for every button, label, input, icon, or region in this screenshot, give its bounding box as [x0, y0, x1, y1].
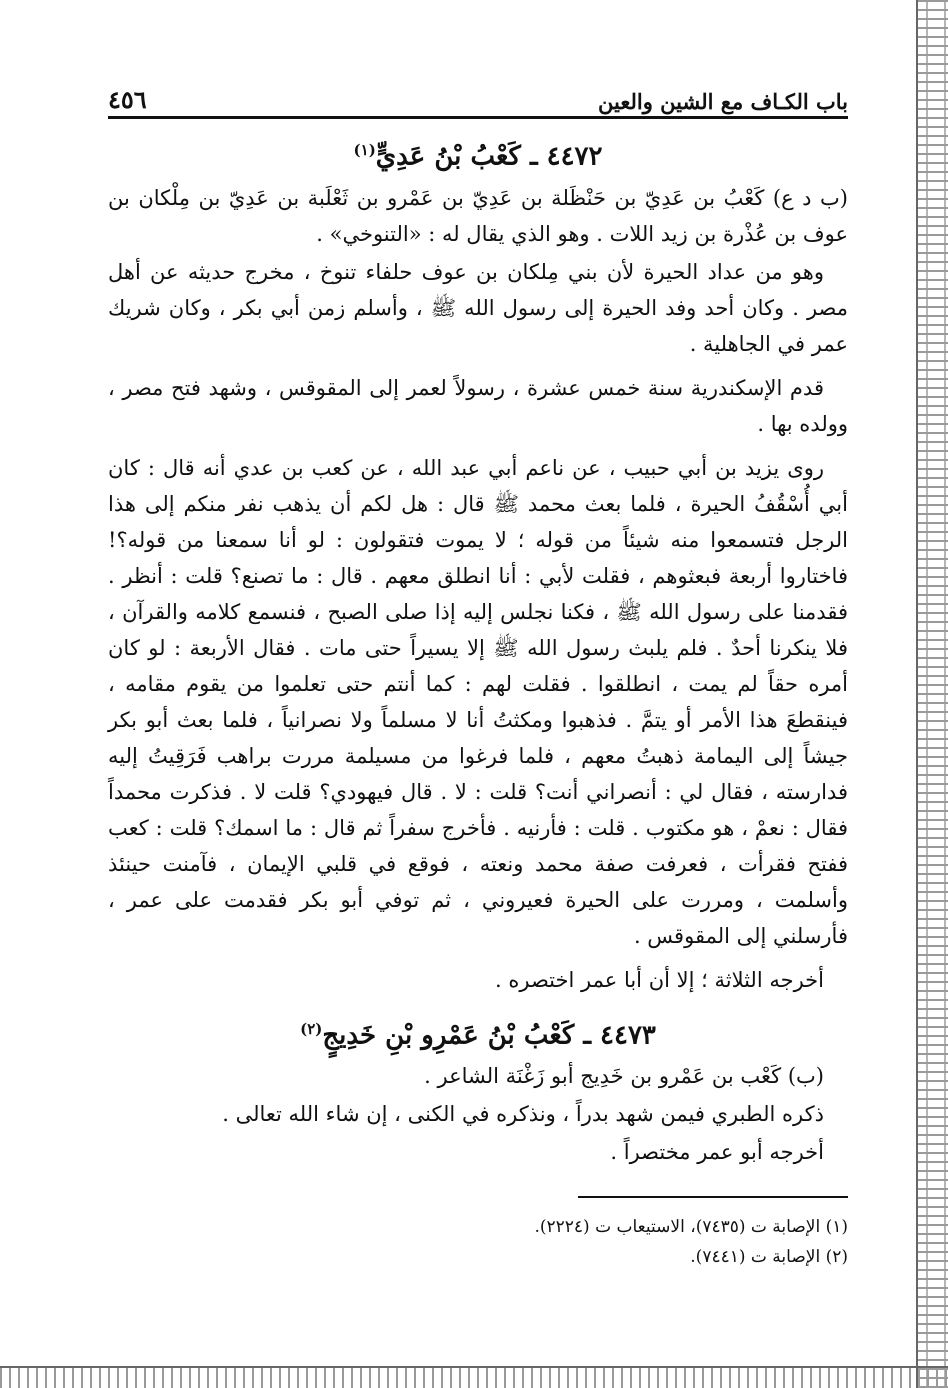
entry-title-text: ٤٤٧٣ ـ كَعْبُ بْنُ عَمْرِو بْنِ خَدِيجٍ — [322, 1020, 656, 1051]
footnote-divider — [578, 1196, 848, 1198]
entry-paragraph: ذكره الطبري فيمن شهد بدراً ، ونذكره في الكنى ، إن شاء الله تعالى . — [222, 1102, 824, 1127]
entry-paragraph: أخرجه الثلاثة ؛ إلا أن أبا عمر اختصره . — [495, 967, 824, 992]
book-page — [108, 76, 848, 1272]
entry-paragraph: أخرجه أبو عمر مختصراً . — [610, 1140, 824, 1165]
page-number: ٤٥٦ — [108, 85, 147, 114]
decorative-border-right — [916, 0, 948, 1388]
entry-paragraph: روى يزيد بن أبي حبيب ، عن ناعم أبي عبد الله ، عن كعب بن عدي أنه قال : كان أبي أُسْقُفُ الحيرة ، فلما بعث محمد ﷺ قال : هل لكم أن يذهب نفر منكم إلى هذا الرجل فتسمعوا منه شيئاً من قوله ؛ لا يموت فتقولون : لو أنا سمعنا من قوله؟! فاختاروا أربعة فبعثوهم ، فقلت لأبي : أنا انطلق معهم . قال : ما تصنع؟ قلت : أنظر . فقدمنا على رسول الله ﷺ ، فكنا نجلس إليه إذا صلى الصبح ، فنسمع كلامه والقرآن ، فلا ينكرنا أحدٌ . فلم يلبث رسول الله ﷺ إلا يسيراً حتى مات . فقال الأربعة : لو كان أمره حقاً لم يمت ، انطلقوا . فقلت لهم : كما أنتم حتى تعلموا من يقوم مقامه ، فينقطعَ هذا الأمر أو يتمَّ . فذهبوا ومكثتُ أنا لا مسلماً ولا نصرانياً ، فلما بعث أبو بكر جيشاً إلى اليمامة ذهبتُ معهم ، فلما فرغوا من مسيلمة مررت براهب فَرَقِيتُ إليه فدارسته ، فقال لي : أنصراني أنت؟ قلت : لا . قال فيهودي؟ قلت لا . فذكرت محمداً فقال : نعمْ ، هو مكتوب . قلت : فأرنيه . فأخرج سفراً ثم قال : ما اسمك؟ قلت : كعب ففتح فقرأت ، فعرفت صفة محمد ونعته ، فوقع في قلبي الإيمان ، فآمنت حينئذ وأسلمت ، ومررت على الحيرة فعيروني ، ثم توفي أبو بكر فقدمت على عمر ، فأرسلني إلى المقوقس . — [108, 455, 848, 948]
decorative-border-bottom — [0, 1366, 948, 1388]
entry-heading — [108, 141, 848, 172]
entry-paragraph: (ب د ع) كَعْبُ بن عَدِيّ بن حَنْظَلة بن عَدِيّ بن عَمْرو بن ثَعْلَبة بن عَدِيّ بن مِلْكان بن عوف بن عُذْرة بن زيد اللات . وهو الذي يقال له : «التنوخي» . — [108, 185, 848, 246]
footnote: (٢) الإصابة ت (٧٤٤١). — [690, 1247, 848, 1268]
entry-paragraph: وهو من عداد الحيرة لأن بني مِلكان بن عوف حلفاء تنوخ ، مخرج حديثه عن أهل مصر . وكان أحد وفد الحيرة إلى رسول الله ﷺ ، وأسلم زمن أبي بكر ، وكان شريك عمر في الجاهلية . — [108, 259, 848, 356]
entry-heading — [108, 1020, 848, 1051]
entry-paragraph: (ب) كَعْب بن عَمْرو بن خَدِيج أبو زَغْنَة الشاعر . — [424, 1064, 824, 1089]
entry-title-text: ٤٤٧٢ ـ كَعْبُ بْنُ عَدِيٍّ — [375, 141, 603, 172]
entry-paragraph: قدم الإسكندرية سنة خمس عشرة ، رسولاً لعمر إلى المقوقس ، وشهد فتح مصر ، وولده بها . — [108, 375, 848, 436]
footnote-marker: (٢) — [300, 1019, 323, 1038]
footnote: (١) الإصابة ت (٧٤٣٥)، الاستيعاب ت (٢٢٢٤). — [534, 1217, 848, 1238]
footnote-marker: (١) — [353, 141, 376, 159]
chapter-title: باب الكـاف مع الشين والعين — [598, 89, 848, 114]
running-header — [108, 76, 848, 119]
